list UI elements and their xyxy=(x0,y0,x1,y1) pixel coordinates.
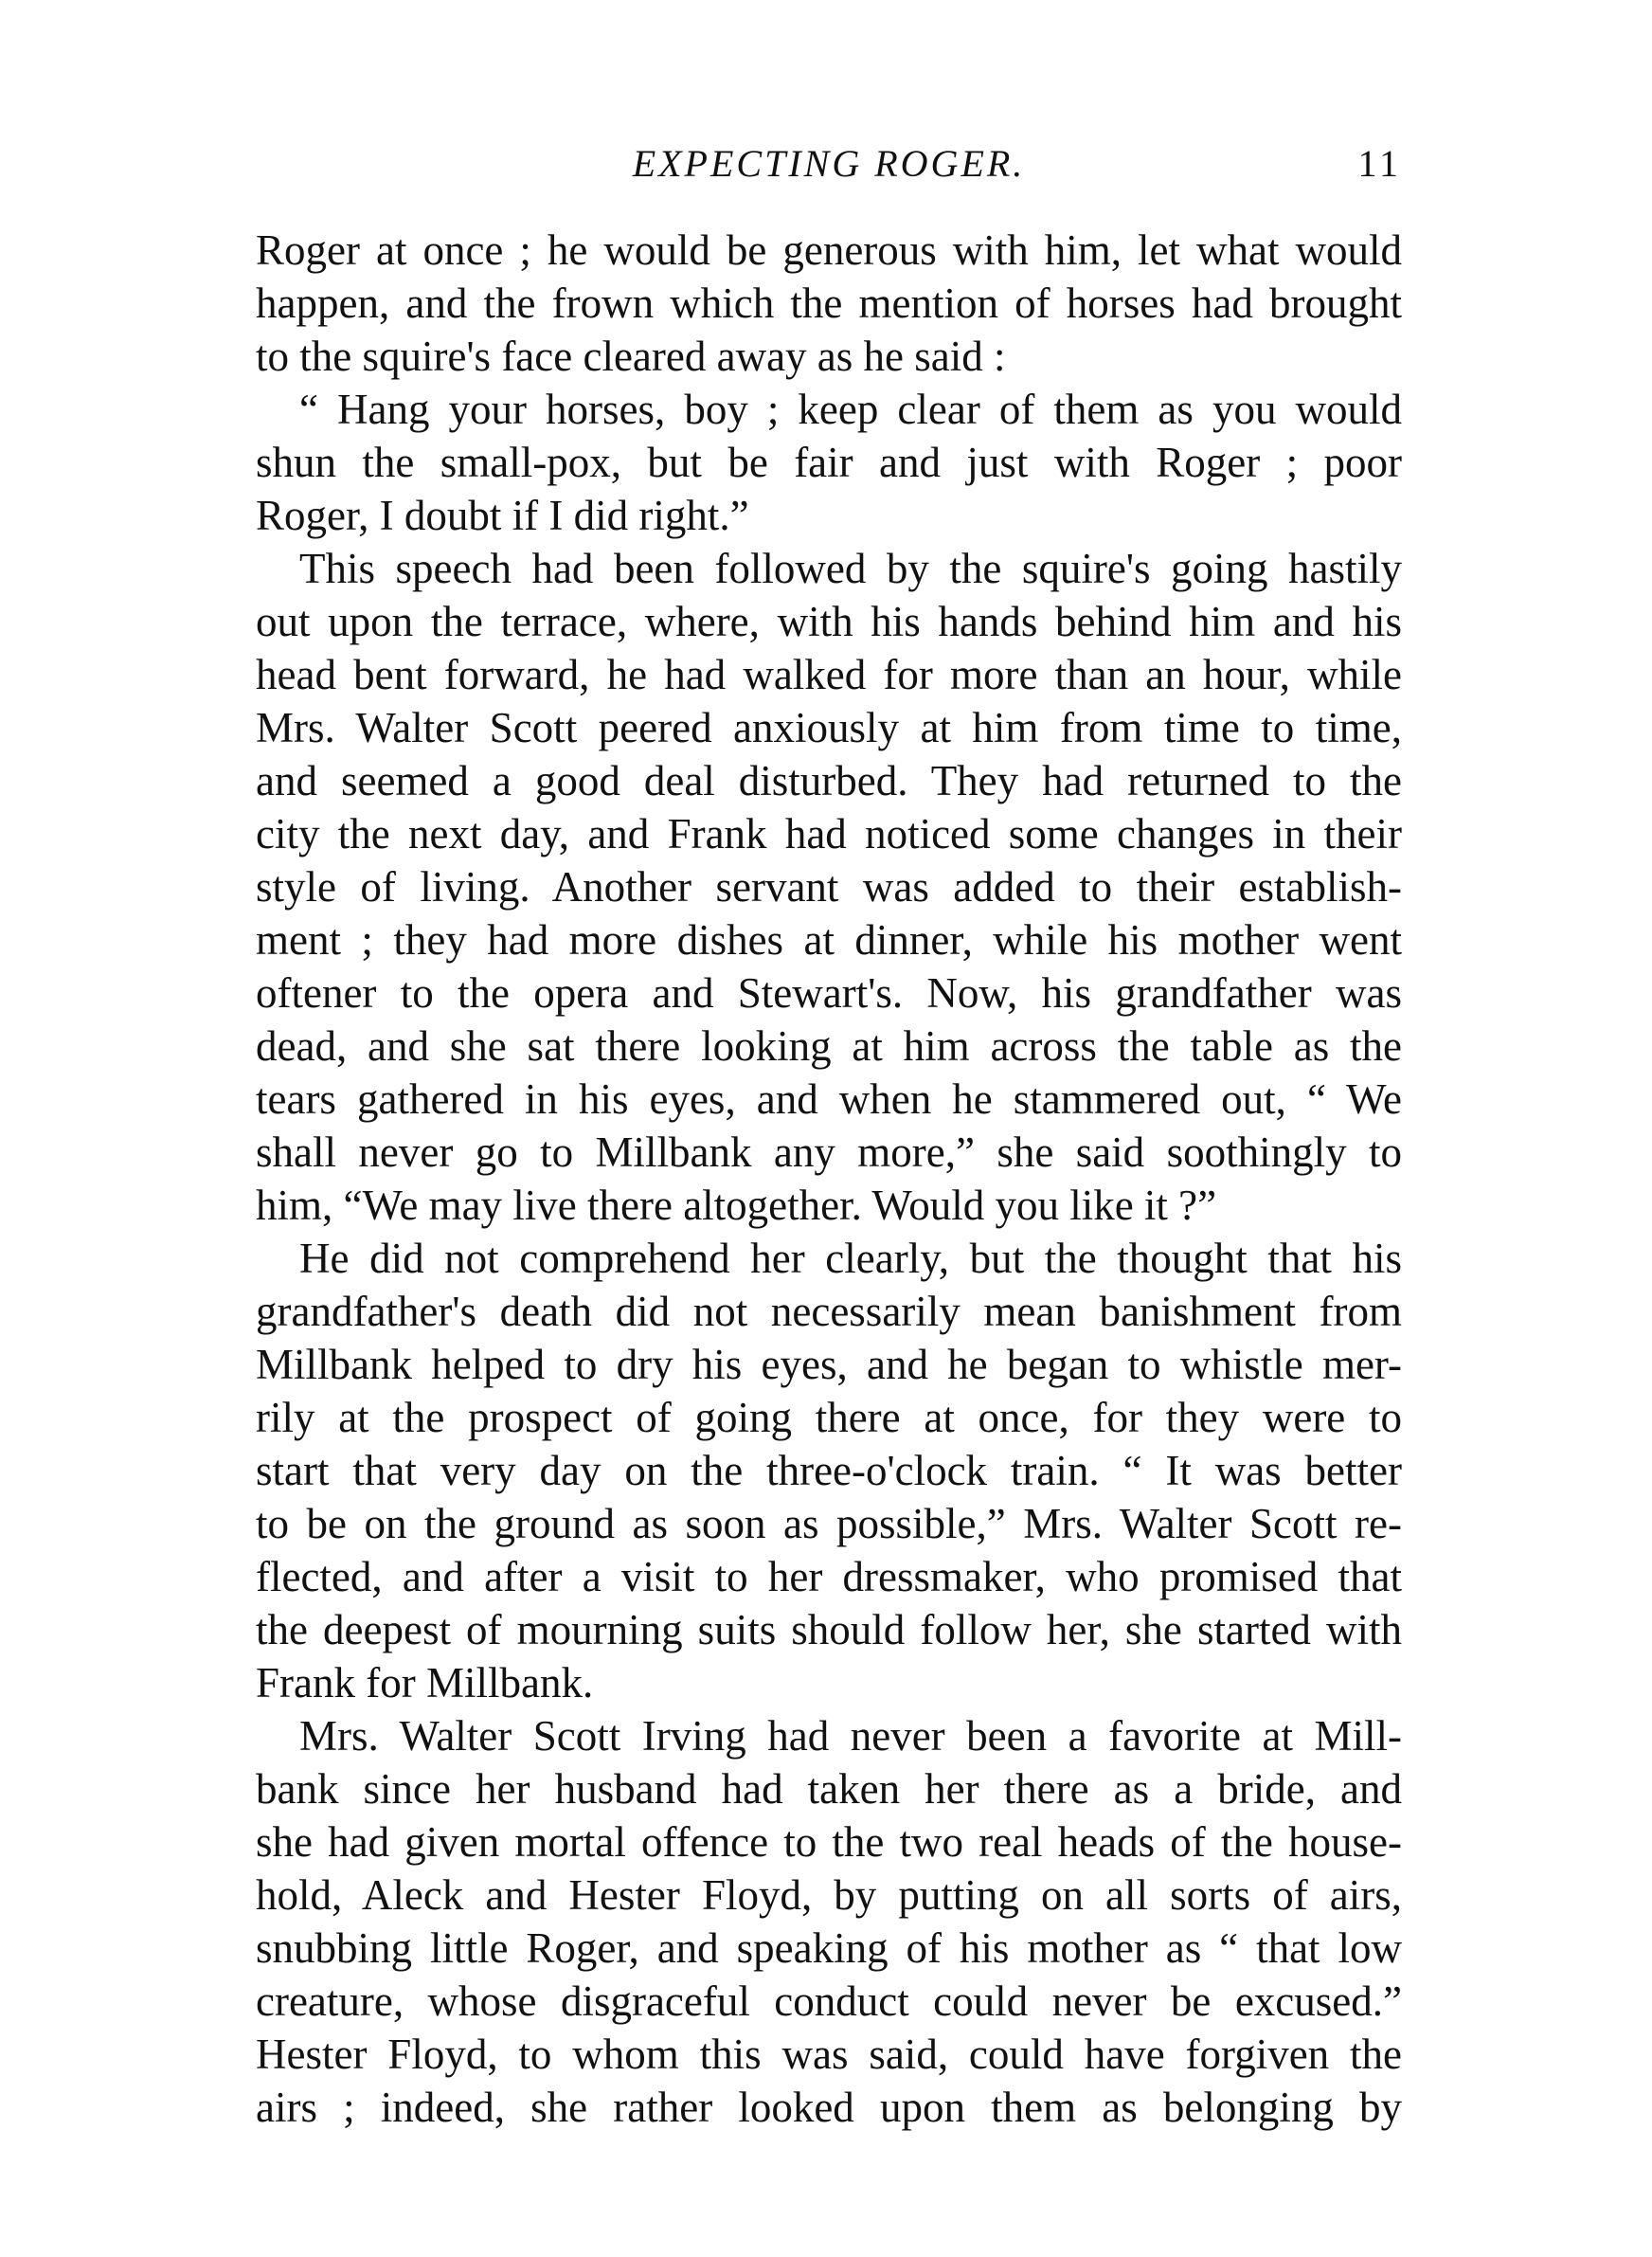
text-line: bank since her husband had taken her there as a bride, and xyxy=(256,1765,1402,1813)
text-line: airs ; indeed, she rather looked upon them as belonging by xyxy=(256,2084,1402,2131)
text-line: happen, and the frown which the mention of horses had brought xyxy=(256,280,1402,327)
text-line: to be on the ground as soon as possible,” Mrs. Walter Scott re- xyxy=(256,1500,1402,1547)
body-text xyxy=(256,224,1402,2134)
text-line: This speech had been followed by the squire's going hastily xyxy=(299,545,1402,592)
text-line: tears gathered in his eyes, and when he stammered out, “ We xyxy=(256,1075,1402,1123)
text-line: hold, Aleck and Hester Floyd, by putting on all sorts of airs, xyxy=(256,1871,1402,1919)
text-line: out upon the terrace, where, with his hands behind him and his xyxy=(256,598,1402,645)
text-line: shun the small-pox, but be fair and just with Roger ; poor xyxy=(256,439,1402,486)
text-line: shall never go to Millbank any more,” she said soothingly to xyxy=(256,1128,1402,1176)
text-line: oftener to the opera and Stewart's. Now, his grandfather was xyxy=(256,969,1402,1017)
text-line: to the squire's face cleared away as he said : xyxy=(256,333,1006,380)
page-header xyxy=(256,140,1402,188)
text-line: dead, and she sat there looking at him across the table as the xyxy=(256,1022,1402,1070)
text-line: Roger at once ; he would be generous with him, let what would xyxy=(256,226,1402,274)
text-line: start that very day on the three-o'clock train. “ It was better xyxy=(256,1447,1402,1494)
text-line: Hester Floyd, to whom this was said, could have forgiven the xyxy=(256,2031,1402,2078)
text-line: rily at the prospect of going there at once, for they were to xyxy=(256,1394,1402,1441)
text-line: flected, and after a visit to her dressmaker, who promised that xyxy=(256,1553,1402,1600)
text-line: and seemed a good deal disturbed. They had returned to the xyxy=(256,757,1402,804)
text-line: Mrs. Walter Scott peered anxiously at him from time to time, xyxy=(256,704,1402,751)
text-line: the deepest of mourning suits should follow her, she started with xyxy=(256,1606,1402,1653)
text-line: city the next day, and Frank had noticed some changes in their xyxy=(256,810,1402,858)
text-line: ment ; they had more dishes at dinner, while his mother went xyxy=(256,916,1402,964)
text-line: Frank for Millbank. xyxy=(256,1659,594,1706)
text-line: Roger, I doubt if I did right.” xyxy=(256,492,749,539)
page-number: 11 xyxy=(1357,142,1402,185)
text-line: He did not comprehend her clearly, but the thought that his xyxy=(299,1235,1402,1282)
text-line: grandfather's death did not necessarily mean banishment from xyxy=(256,1288,1402,1335)
text-line: Mrs. Walter Scott Irving had never been a favorite at Mill- xyxy=(299,1712,1402,1760)
text-line: Millbank helped to dry his eyes, and he began to whistle mer- xyxy=(256,1341,1402,1388)
text-line: she had given mortal offence to the two real heads of the house- xyxy=(256,1818,1402,1866)
running-title: EXPECTING ROGER. xyxy=(632,142,1026,185)
text-line: head bent forward, he had walked for more than an hour, while xyxy=(256,651,1402,698)
text-line: “ Hang your horses, boy ; keep clear of them as you would xyxy=(299,386,1402,433)
text-line: style of living. Another servant was added to their establish- xyxy=(256,863,1402,911)
text-line: creature, whose disgraceful conduct could never be excused.” xyxy=(256,1977,1402,2025)
text-line: snubbing little Roger, and speaking of his mother as “ that low xyxy=(256,1924,1402,1972)
text-line: him, “We may live there altogether. Would you like it ?” xyxy=(256,1182,1217,1229)
